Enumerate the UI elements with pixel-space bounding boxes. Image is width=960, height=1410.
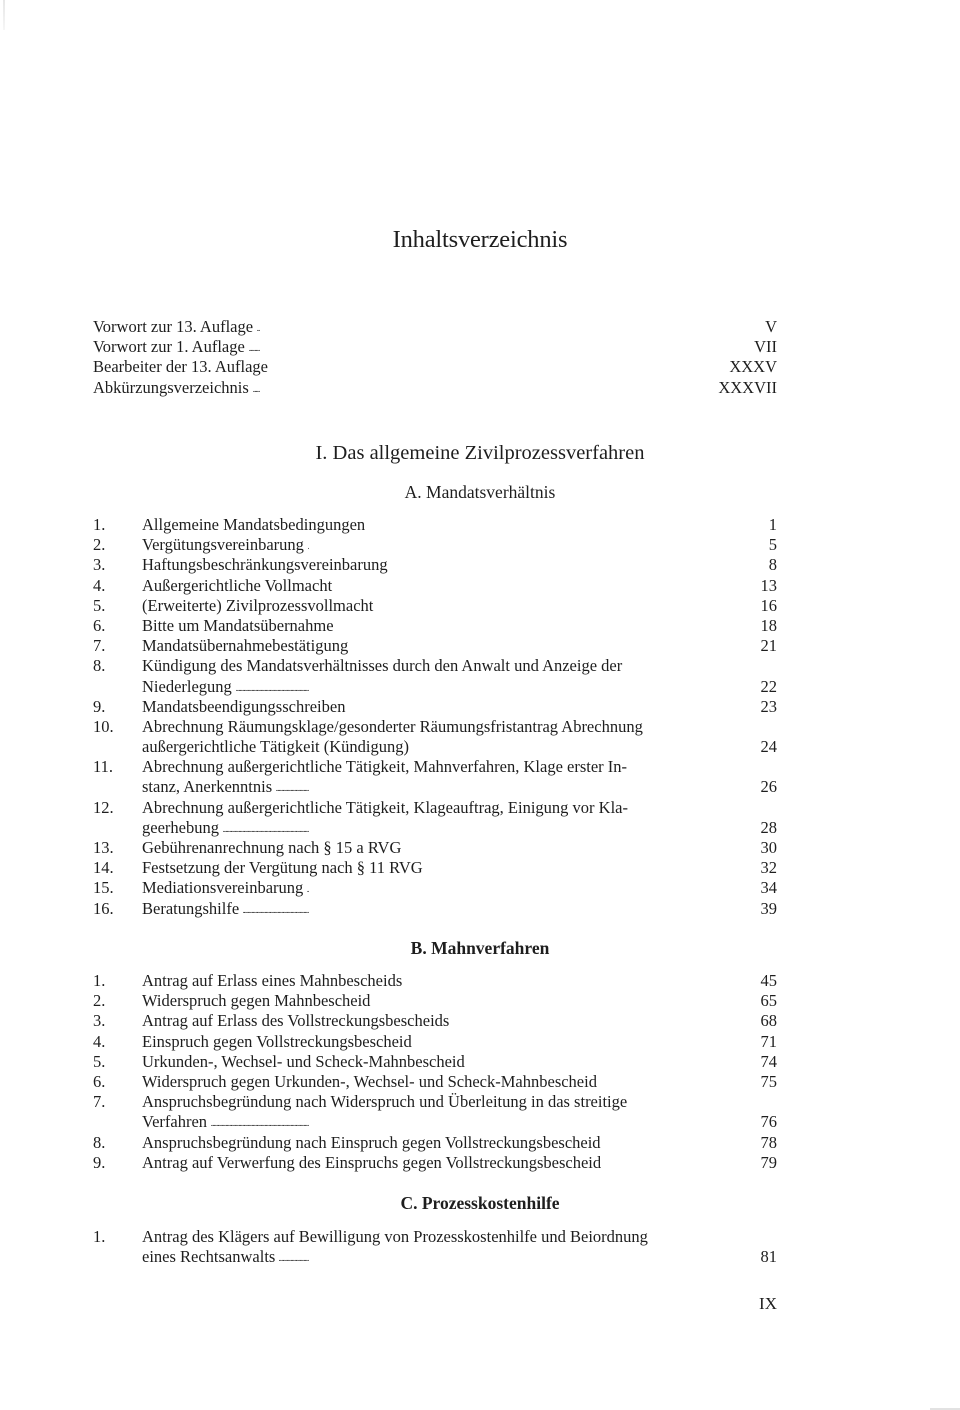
toc-page-number: XXXVII [718, 377, 777, 397]
entry-page-number: 45 [760, 971, 777, 990]
section-heading: A. Mandatsverhältnis [404, 482, 556, 502]
toc-entry[interactable] [93, 636, 777, 656]
entry-title: Urkunden-, Wechsel- und Scheck-Mahnbescheid [142, 1052, 469, 1071]
entry-page-number: 13 [760, 575, 777, 595]
toc-row[interactable] [93, 357, 777, 377]
entry-title: Allgemeine Mandatsbedingungen [142, 515, 369, 534]
entry-number: 16. [93, 898, 114, 918]
entry-number: 4. [93, 575, 106, 595]
entry-page-number: 65 [760, 991, 777, 1011]
toc-entry[interactable] [93, 535, 777, 555]
entry-number: 8. [93, 656, 106, 676]
entry-page-number: 30 [760, 838, 777, 858]
entry-number: 11. [93, 757, 114, 777]
entry-title-line: Abrechnung Räumungsklage/gesonderter Räumungsfristantrag Abrechnung [142, 716, 643, 736]
toc-page-number: V [765, 317, 777, 336]
toc-entry[interactable] [93, 515, 777, 535]
entry-title: Widerspruch gegen Mahnbescheid [142, 991, 374, 1010]
toc-entry[interactable] [93, 1153, 777, 1173]
toc-page-number: VII [754, 337, 777, 357]
entry-title: Mandatsübernahmebestätigung [142, 636, 352, 655]
toc-entry[interactable] [93, 838, 777, 858]
toc-entry[interactable] [93, 798, 777, 838]
section-heading: C. Prozesskostenhilfe [400, 1193, 560, 1213]
entry-title: Außergerichtliche Vollmacht [142, 576, 336, 595]
entry-title: Niederlegung [142, 677, 236, 696]
entry-page-number: 8 [768, 555, 777, 575]
entry-number: 6. [93, 615, 106, 635]
toc-label: Abkürzungsverzeichnis [93, 378, 253, 397]
entry-page-number: 22 [760, 676, 777, 696]
entry-number: 3. [93, 555, 106, 575]
entry-page-number: 76 [760, 1112, 777, 1132]
entry-title: Beratungshilfe [142, 899, 243, 918]
entry-page-number: 21 [760, 636, 777, 656]
entry-number: 3. [93, 1011, 106, 1031]
entry-title-line: Anspruchsbegründung nach Widerspruch und Überleitung in das streitige [142, 1092, 628, 1112]
toc-label: Vorwort zur 13. Auflage [93, 317, 257, 336]
section-a-entries [93, 515, 777, 919]
toc-row[interactable] [93, 317, 777, 337]
toc-entry[interactable] [93, 971, 777, 991]
page-folio: IX [759, 1294, 777, 1313]
entry-page-number: 75 [760, 1071, 777, 1091]
entry-number: 9. [93, 1152, 106, 1172]
entry-title: Einspruch gegen Vollstreckungsbescheid [142, 1032, 416, 1051]
entry-title-line: Kündigung des Mandatsverhältnisses durch den Anwalt und Anzeige der [142, 656, 623, 676]
entry-title: Gebührenanrechnung nach § 15 a RVG [142, 838, 405, 857]
entry-title: Festsetzung der Vergütung nach § 11 RVG [142, 858, 427, 877]
entry-number: 12. [93, 797, 114, 817]
toc-entry[interactable] [93, 1227, 777, 1267]
front-matter-list [93, 317, 777, 398]
entry-page-number: 39 [760, 898, 777, 918]
entry-title: (Erweiterte) Zivilprozessvollmacht [142, 596, 377, 615]
section-heading: B. Mahnverfahren [410, 938, 550, 958]
entry-title-line: Abrechnung außergerichtliche Tätigkeit, Mahnverfahren, Klage erster In- [142, 757, 628, 777]
page-title: Inhaltsverzeichnis [392, 226, 568, 253]
toc-entry[interactable] [93, 576, 777, 596]
entry-title: Antrag auf Erlass eines Mahnbescheids [142, 971, 406, 990]
toc-entry[interactable] [93, 616, 777, 636]
entry-title: Antrag auf Verwerfung des Einspruchs gegen Vollstreckungsbescheid [142, 1153, 605, 1172]
entry-number: 7. [93, 636, 106, 656]
toc-entry[interactable] [93, 899, 777, 919]
toc-entry[interactable] [93, 878, 777, 898]
toc-entry[interactable] [93, 697, 777, 717]
entry-page-number: 34 [760, 878, 777, 898]
entry-page-number: 16 [760, 595, 777, 615]
toc-row[interactable] [93, 337, 777, 357]
entry-title: Bitte um Mandatsübernahme [142, 616, 338, 635]
entry-number: 5. [93, 1051, 106, 1071]
entry-page-number: 78 [760, 1132, 777, 1152]
entry-title: geerhebung [142, 818, 223, 837]
entry-page-number: 24 [760, 737, 777, 757]
toc-page-number: XXXV [729, 357, 777, 377]
entry-title: Haftungsbeschränkungsvereinbarung [142, 555, 392, 574]
entry-number: 15. [93, 878, 114, 898]
toc-entry[interactable] [93, 1072, 777, 1092]
toc-entry[interactable] [93, 1052, 777, 1072]
entry-page-number: 5 [768, 535, 777, 555]
entry-number: 7. [93, 1092, 106, 1112]
toc-entry[interactable] [93, 1092, 777, 1132]
entry-number: 8. [93, 1132, 106, 1152]
entry-number: 2. [93, 535, 106, 555]
toc-entry[interactable] [93, 555, 777, 575]
entry-page-number: 1 [768, 515, 777, 534]
entry-page-number: 81 [760, 1247, 777, 1267]
entry-title: Widerspruch gegen Urkunden-, Wechsel- und Scheck-Mahnbescheid [142, 1072, 601, 1091]
entry-title: Verfahren [142, 1112, 211, 1131]
entry-page-number: 23 [760, 696, 777, 716]
toc-entry[interactable] [93, 757, 777, 797]
part-heading: I. Das allgemeine Zivilprozessverfahren [315, 442, 645, 464]
section-c-entries [93, 1227, 777, 1267]
entry-number: 5. [93, 595, 106, 615]
entry-title: Mediationsvereinbarung [142, 878, 307, 897]
entry-page-number: 28 [760, 817, 777, 837]
entry-title: stanz, Anerkenntnis [142, 777, 276, 796]
entry-page-number: 79 [760, 1152, 777, 1172]
entry-title: Anspruchsbegründung nach Einspruch gegen Vollstreckungsbescheid [142, 1133, 605, 1152]
entry-number: 2. [93, 991, 106, 1011]
entry-number: 14. [93, 858, 114, 878]
entry-title: Vergütungsvereinbarung [142, 535, 308, 554]
entry-page-number: 18 [760, 615, 777, 635]
entry-page-number: 26 [760, 777, 777, 797]
toc-entry[interactable] [93, 858, 777, 878]
entry-number: 10. [93, 716, 114, 736]
entry-number: 13. [93, 838, 114, 858]
toc-entry[interactable] [93, 1032, 777, 1052]
toc-entry[interactable] [93, 596, 777, 616]
entry-number: 1. [93, 515, 106, 534]
entry-title-line: Antrag des Klägers auf Bewilligung von Prozesskostenhilfe und Beiordnung [142, 1227, 648, 1246]
entry-number: 6. [93, 1071, 106, 1091]
entry-title: Mandatsbeendigungsschreiben [142, 697, 349, 716]
entry-number: 4. [93, 1031, 106, 1051]
scan-edge-mark [3, 0, 5, 30]
entry-title-line: Abrechnung außergerichtliche Tätigkeit, Klageauftrag, Einigung vor Kla- [142, 797, 628, 817]
entry-page-number: 68 [760, 1011, 777, 1031]
toc-entry[interactable] [93, 1011, 777, 1031]
entry-page-number: 71 [760, 1031, 777, 1051]
toc-entry[interactable] [93, 656, 777, 696]
toc-entry[interactable] [93, 991, 777, 1011]
entry-page-number: 32 [760, 858, 777, 878]
section-b-entries [93, 971, 777, 1173]
entry-page-number: 74 [760, 1051, 777, 1071]
toc-entry[interactable] [93, 1133, 777, 1153]
entry-number: 1. [93, 971, 106, 990]
toc-entry[interactable] [93, 717, 777, 757]
entry-title: außergerichtliche Tätigkeit (Kündigung) [142, 737, 413, 756]
toc-label: Vorwort zur 1. Auflage [93, 337, 249, 356]
entry-number: 9. [93, 696, 106, 716]
toc-label: Bearbeiter der 13. Auflage [93, 357, 272, 376]
entry-title: eines Rechtsanwalts [142, 1247, 279, 1266]
entry-number: 1. [93, 1227, 106, 1246]
entry-title: Antrag auf Erlass des Vollstreckungsbescheids [142, 1011, 453, 1030]
toc-row[interactable] [93, 378, 777, 398]
